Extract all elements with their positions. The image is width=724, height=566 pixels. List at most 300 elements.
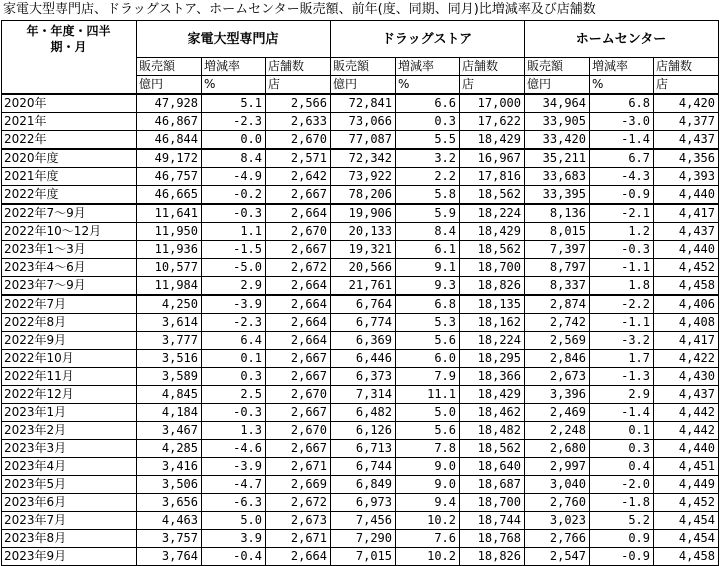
table-cell: 4,250 — [137, 295, 202, 314]
row-label: 2023年9月 — [2, 548, 137, 566]
table-cell: 2,680 — [525, 440, 590, 458]
row-label: 2023年1～3月 — [2, 241, 137, 259]
table-row — [2, 422, 719, 440]
table-cell: -2.2 — [590, 295, 654, 314]
table-cell: 18,224 — [460, 204, 525, 223]
table-cell: 6,126 — [331, 422, 396, 440]
table-row — [2, 149, 719, 168]
table-cell: 4,452 — [654, 494, 719, 512]
table-row — [2, 404, 719, 422]
row-label: 2021年度 — [2, 168, 137, 186]
subheader-sales: 販売額 — [525, 58, 590, 76]
unit-change: % — [202, 76, 266, 95]
table-cell: 2.9 — [202, 277, 266, 296]
table-cell: 18,700 — [460, 494, 525, 512]
table-cell: 6.6 — [396, 94, 460, 113]
table-cell: -4.6 — [202, 440, 266, 458]
subheader-change: 増減率 — [202, 58, 266, 76]
table-cell: -1.8 — [590, 494, 654, 512]
table-cell: 18,826 — [460, 548, 525, 566]
subheader-stores: 店舗数 — [460, 58, 525, 76]
table-cell: 4,451 — [654, 458, 719, 476]
unit-stores: 店 — [654, 76, 719, 95]
table-cell: 46,867 — [137, 113, 202, 131]
table-row — [2, 277, 719, 296]
table-row — [2, 548, 719, 566]
table-cell: 3.2 — [396, 149, 460, 168]
table-cell: 18,562 — [460, 241, 525, 259]
row-label: 2020年度 — [2, 149, 137, 168]
table-cell: 3,656 — [137, 494, 202, 512]
table-cell: 1.7 — [590, 350, 654, 368]
table-cell: 6,373 — [331, 368, 396, 386]
table-cell: 2,670 — [266, 223, 331, 241]
table-cell: 8.4 — [202, 149, 266, 168]
table-cell: 2,667 — [266, 440, 331, 458]
table-cell: 6,744 — [331, 458, 396, 476]
table-row — [2, 295, 719, 314]
table-cell: 2,664 — [266, 314, 331, 332]
table-cell: 7.8 — [396, 440, 460, 458]
subheader-change: 増減率 — [396, 58, 460, 76]
table-cell: 3,614 — [137, 314, 202, 332]
table-cell: 0.3 — [590, 440, 654, 458]
table-cell: 4,408 — [654, 314, 719, 332]
table-cell: -3.0 — [590, 113, 654, 131]
row-label: 2023年8月 — [2, 530, 137, 548]
table-cell: -4.3 — [590, 168, 654, 186]
table-cell: 5.0 — [202, 512, 266, 530]
table-cell: 47,928 — [137, 94, 202, 113]
table-cell: 2,566 — [266, 94, 331, 113]
table-row — [2, 131, 719, 150]
table-cell: 18,429 — [460, 131, 525, 150]
sales-table — [1, 20, 719, 566]
row-label: 2022年10～12月 — [2, 223, 137, 241]
table-cell: -3.2 — [590, 332, 654, 350]
table-cell: 46,844 — [137, 131, 202, 150]
table-cell: -2.0 — [590, 476, 654, 494]
table-cell: 18,562 — [460, 440, 525, 458]
table-cell: 2,664 — [266, 548, 331, 566]
table-cell: -1.3 — [590, 368, 654, 386]
table-cell: -2.3 — [202, 113, 266, 131]
table-cell: -3.9 — [202, 295, 266, 314]
table-cell: 11,984 — [137, 277, 202, 296]
table-cell: 6,446 — [331, 350, 396, 368]
table-cell: -0.9 — [590, 186, 654, 205]
table-cell: 5.1 — [202, 94, 266, 113]
table-cell: 33,420 — [525, 131, 590, 150]
unit-sales: 億円 — [331, 76, 396, 95]
table-cell: -1.4 — [590, 404, 654, 422]
unit-change: % — [396, 76, 460, 95]
table-cell: 4,458 — [654, 277, 719, 296]
table-cell: 4,356 — [654, 149, 719, 168]
table-cell: 2,760 — [525, 494, 590, 512]
table-cell: 4,417 — [654, 204, 719, 223]
table-cell: 0.1 — [202, 350, 266, 368]
table-cell: 2,671 — [266, 530, 331, 548]
table-row — [2, 386, 719, 404]
table-cell: 2,742 — [525, 314, 590, 332]
table-cell: -0.3 — [202, 404, 266, 422]
unit-sales: 億円 — [525, 76, 590, 95]
table-cell: 4,452 — [654, 259, 719, 277]
table-cell: 18,640 — [460, 458, 525, 476]
row-label: 2022年10月 — [2, 350, 137, 368]
table-cell: 18,826 — [460, 277, 525, 296]
table-cell: 4,463 — [137, 512, 202, 530]
table-cell: 6.4 — [202, 332, 266, 350]
table-cell: 3,757 — [137, 530, 202, 548]
table-row — [2, 350, 719, 368]
group-header-electronics: 家電大型専門店 — [137, 21, 331, 58]
table-cell: -3.9 — [202, 458, 266, 476]
table-row — [2, 168, 719, 186]
table-cell: 2,667 — [266, 368, 331, 386]
table-cell: 3,764 — [137, 548, 202, 566]
table-cell: 2,673 — [266, 512, 331, 530]
row-label: 2022年度 — [2, 186, 137, 205]
row-label: 2022年 — [2, 131, 137, 150]
table-row — [2, 113, 719, 131]
row-label-header-line2: 期・月 — [50, 40, 87, 54]
table-cell: 2,669 — [266, 476, 331, 494]
table-row — [2, 458, 719, 476]
table-cell: 18,744 — [460, 512, 525, 530]
table-cell: -1.1 — [590, 314, 654, 332]
table-cell: 2.5 — [202, 386, 266, 404]
table-cell: 2,664 — [266, 277, 331, 296]
row-label: 2022年9月 — [2, 332, 137, 350]
table-cell: 33,905 — [525, 113, 590, 131]
unit-stores: 店 — [460, 76, 525, 95]
table-cell: 20,566 — [331, 259, 396, 277]
row-label: 2022年12月 — [2, 386, 137, 404]
table-cell: 4,393 — [654, 168, 719, 186]
table-cell: -4.9 — [202, 168, 266, 186]
table-cell: 1.2 — [590, 223, 654, 241]
table-cell: 18,462 — [460, 404, 525, 422]
table-cell: 8,797 — [525, 259, 590, 277]
table-cell: 2,569 — [525, 332, 590, 350]
table-cell: 73,066 — [331, 113, 396, 131]
table-cell: 18,562 — [460, 186, 525, 205]
table-cell: 4,406 — [654, 295, 719, 314]
subheader-stores: 店舗数 — [654, 58, 719, 76]
table-cell: 7,015 — [331, 548, 396, 566]
table-cell: 2,667 — [266, 404, 331, 422]
table-cell: 4,430 — [654, 368, 719, 386]
table-row — [2, 368, 719, 386]
table-cell: 10.2 — [396, 512, 460, 530]
table-cell: 20,133 — [331, 223, 396, 241]
table-cell: -6.3 — [202, 494, 266, 512]
row-label: 2023年1月 — [2, 404, 137, 422]
subheader-sales: 販売額 — [331, 58, 396, 76]
table-cell: 3,396 — [525, 386, 590, 404]
table-cell: 18,700 — [460, 259, 525, 277]
table-cell: 6,482 — [331, 404, 396, 422]
table-cell: 72,342 — [331, 149, 396, 168]
table-cell: 72,841 — [331, 94, 396, 113]
table-cell: 17,000 — [460, 94, 525, 113]
table-row — [2, 332, 719, 350]
table-cell: 2,667 — [266, 241, 331, 259]
table-cell: 6.0 — [396, 350, 460, 368]
table-cell: 7.9 — [396, 368, 460, 386]
table-cell: 2,672 — [266, 494, 331, 512]
table-cell: -0.2 — [202, 186, 266, 205]
table-cell: 19,906 — [331, 204, 396, 223]
unit-stores: 店 — [266, 76, 331, 95]
table-cell: 11.1 — [396, 386, 460, 404]
table-cell: 6,713 — [331, 440, 396, 458]
row-label: 2023年7～9月 — [2, 277, 137, 296]
table-cell: 1.1 — [202, 223, 266, 241]
table-cell: 5.3 — [396, 314, 460, 332]
table-cell: 11,950 — [137, 223, 202, 241]
table-cell: 18,429 — [460, 386, 525, 404]
table-cell: 4,458 — [654, 548, 719, 566]
table-cell: 2,469 — [525, 404, 590, 422]
row-label: 2021年 — [2, 113, 137, 131]
table-cell: 5.5 — [396, 131, 460, 150]
table-cell: 46,757 — [137, 168, 202, 186]
table-cell: 2,670 — [266, 422, 331, 440]
table-cell: 5.6 — [396, 422, 460, 440]
table-cell: 6.7 — [590, 149, 654, 168]
table-cell: 2,664 — [266, 295, 331, 314]
header-group-row — [2, 21, 719, 58]
table-cell: 4,417 — [654, 332, 719, 350]
unit-change: % — [590, 76, 654, 95]
table-cell: 2,673 — [525, 368, 590, 386]
table-cell: 46,665 — [137, 186, 202, 205]
table-cell: 2,667 — [266, 186, 331, 205]
table-cell: -5.0 — [202, 259, 266, 277]
table-cell: 0.4 — [590, 458, 654, 476]
table-row — [2, 494, 719, 512]
row-label: 2023年4月 — [2, 458, 137, 476]
row-label: 2022年7～9月 — [2, 204, 137, 223]
table-cell: 0.9 — [590, 530, 654, 548]
row-label: 2023年5月 — [2, 476, 137, 494]
table-cell: 2,672 — [266, 259, 331, 277]
table-cell: 4,454 — [654, 512, 719, 530]
row-label: 2023年2月 — [2, 422, 137, 440]
table-cell: 3,589 — [137, 368, 202, 386]
table-cell: 2,664 — [266, 204, 331, 223]
table-row — [2, 204, 719, 223]
table-cell: 21,761 — [331, 277, 396, 296]
table-cell: 8,136 — [525, 204, 590, 223]
table-cell: 5.6 — [396, 332, 460, 350]
table-row — [2, 314, 719, 332]
row-label: 2023年3月 — [2, 440, 137, 458]
table-cell: 33,683 — [525, 168, 590, 186]
table-cell: 35,211 — [525, 149, 590, 168]
table-row — [2, 223, 719, 241]
table-cell: -2.3 — [202, 314, 266, 332]
table-cell: 7.6 — [396, 530, 460, 548]
table-cell: 49,172 — [137, 149, 202, 168]
subheader-sales: 販売額 — [137, 58, 202, 76]
table-cell: -0.4 — [202, 548, 266, 566]
table-cell: 2,642 — [266, 168, 331, 186]
table-cell: 3,040 — [525, 476, 590, 494]
table-cell: 17,816 — [460, 168, 525, 186]
table-cell: 5.9 — [396, 204, 460, 223]
table-cell: 3,506 — [137, 476, 202, 494]
table-cell: 33,395 — [525, 186, 590, 205]
table-cell: 8,015 — [525, 223, 590, 241]
table-cell: 4,442 — [654, 404, 719, 422]
table-cell: 4,184 — [137, 404, 202, 422]
table-cell: 2,571 — [266, 149, 331, 168]
table-cell: -2.1 — [590, 204, 654, 223]
table-cell: 19,321 — [331, 241, 396, 259]
table-cell: 4,449 — [654, 476, 719, 494]
table-cell: 18,687 — [460, 476, 525, 494]
table-cell: 9.1 — [396, 259, 460, 277]
table-cell: 3,023 — [525, 512, 590, 530]
table-row — [2, 512, 719, 530]
table-row — [2, 440, 719, 458]
table-cell: 9.4 — [396, 494, 460, 512]
table-cell: 0.3 — [396, 113, 460, 131]
table-cell: 5.8 — [396, 186, 460, 205]
table-cell: 2,846 — [525, 350, 590, 368]
table-cell: 6,849 — [331, 476, 396, 494]
table-cell: 10,577 — [137, 259, 202, 277]
table-cell: 4,440 — [654, 241, 719, 259]
table-cell: 9.3 — [396, 277, 460, 296]
table-cell: -0.9 — [590, 548, 654, 566]
table-cell: 3,416 — [137, 458, 202, 476]
table-cell: 4,440 — [654, 440, 719, 458]
table-cell: 4,420 — [654, 94, 719, 113]
table-cell: 0.3 — [202, 368, 266, 386]
table-cell: 34,964 — [525, 94, 590, 113]
table-cell: 18,482 — [460, 422, 525, 440]
table-cell: 18,429 — [460, 223, 525, 241]
table-cell: 2,874 — [525, 295, 590, 314]
table-cell: 8.4 — [396, 223, 460, 241]
table-cell: 7,314 — [331, 386, 396, 404]
table-cell: 2,766 — [525, 530, 590, 548]
table-cell: 7,397 — [525, 241, 590, 259]
table-cell: -4.7 — [202, 476, 266, 494]
table-cell: 4,454 — [654, 530, 719, 548]
row-label: 2022年7月 — [2, 295, 137, 314]
table-cell: 3,777 — [137, 332, 202, 350]
table-cell: -1.1 — [590, 259, 654, 277]
subheader-stores: 店舗数 — [266, 58, 331, 76]
table-cell: -1.4 — [590, 131, 654, 150]
row-label-header — [2, 21, 137, 95]
table-cell: 1.3 — [202, 422, 266, 440]
row-label: 2022年8月 — [2, 314, 137, 332]
table-cell: 18,768 — [460, 530, 525, 548]
table-cell: 6,774 — [331, 314, 396, 332]
table-cell: 2,670 — [266, 386, 331, 404]
table-cell: 2,670 — [266, 131, 331, 150]
table-cell: 4,845 — [137, 386, 202, 404]
table-cell: 6,369 — [331, 332, 396, 350]
row-label: 2022年11月 — [2, 368, 137, 386]
row-label: 2023年4～6月 — [2, 259, 137, 277]
table-row — [2, 94, 719, 113]
row-label-header-line1: 年・年度・四半 — [26, 24, 111, 38]
table-cell: 78,206 — [331, 186, 396, 205]
table-cell: 9.0 — [396, 458, 460, 476]
row-label: 2023年6月 — [2, 494, 137, 512]
table-cell: 4,437 — [654, 386, 719, 404]
table-row — [2, 241, 719, 259]
table-cell: 2,633 — [266, 113, 331, 131]
table-cell: 4,437 — [654, 131, 719, 150]
table-cell: 18,162 — [460, 314, 525, 332]
table-cell: 3.9 — [202, 530, 266, 548]
table-cell: 8,337 — [525, 277, 590, 296]
table-cell: 2,248 — [525, 422, 590, 440]
table-cell: 16,967 — [460, 149, 525, 168]
table-cell: 6.1 — [396, 241, 460, 259]
table-cell: 2,667 — [266, 350, 331, 368]
table-cell: 1.8 — [590, 277, 654, 296]
table-cell: 4,422 — [654, 350, 719, 368]
table-cell: -0.3 — [202, 204, 266, 223]
table-cell: 9.0 — [396, 476, 460, 494]
table-cell: 4,442 — [654, 422, 719, 440]
table-cell: 2,997 — [525, 458, 590, 476]
table-row — [2, 186, 719, 205]
table-cell: 0.1 — [590, 422, 654, 440]
table-cell: 3,516 — [137, 350, 202, 368]
table-cell: 18,224 — [460, 332, 525, 350]
table-cell: 18,135 — [460, 295, 525, 314]
table-cell: 17,622 — [460, 113, 525, 131]
table-cell: 2,547 — [525, 548, 590, 566]
table-cell: -1.5 — [202, 241, 266, 259]
subheader-change: 増減率 — [590, 58, 654, 76]
table-cell: 11,641 — [137, 204, 202, 223]
table-title: 家電大型専門店、ドラッグストア、ホームセンター販売額、前年(度、同期、同月)比増減率及び店舗数 — [3, 2, 596, 17]
table-cell: 11,936 — [137, 241, 202, 259]
table-cell: 6.8 — [396, 295, 460, 314]
table-cell: 2,671 — [266, 458, 331, 476]
table-cell: 3,467 — [137, 422, 202, 440]
table-row — [2, 476, 719, 494]
table-cell: 18,366 — [460, 368, 525, 386]
group-header-drugstore: ドラッグストア — [331, 21, 525, 58]
table-cell: -0.3 — [590, 241, 654, 259]
table-cell: 5.0 — [396, 404, 460, 422]
table-cell: 73,922 — [331, 168, 396, 186]
table-cell: 0.0 — [202, 131, 266, 150]
table-cell: 4,285 — [137, 440, 202, 458]
table-cell: 77,087 — [331, 131, 396, 150]
row-label: 2020年 — [2, 94, 137, 113]
table-cell: 2.9 — [590, 386, 654, 404]
table-cell: 4,437 — [654, 223, 719, 241]
table-cell: 18,295 — [460, 350, 525, 368]
table-cell: 2,664 — [266, 332, 331, 350]
table-cell: 7,290 — [331, 530, 396, 548]
table-cell: 7,456 — [331, 512, 396, 530]
